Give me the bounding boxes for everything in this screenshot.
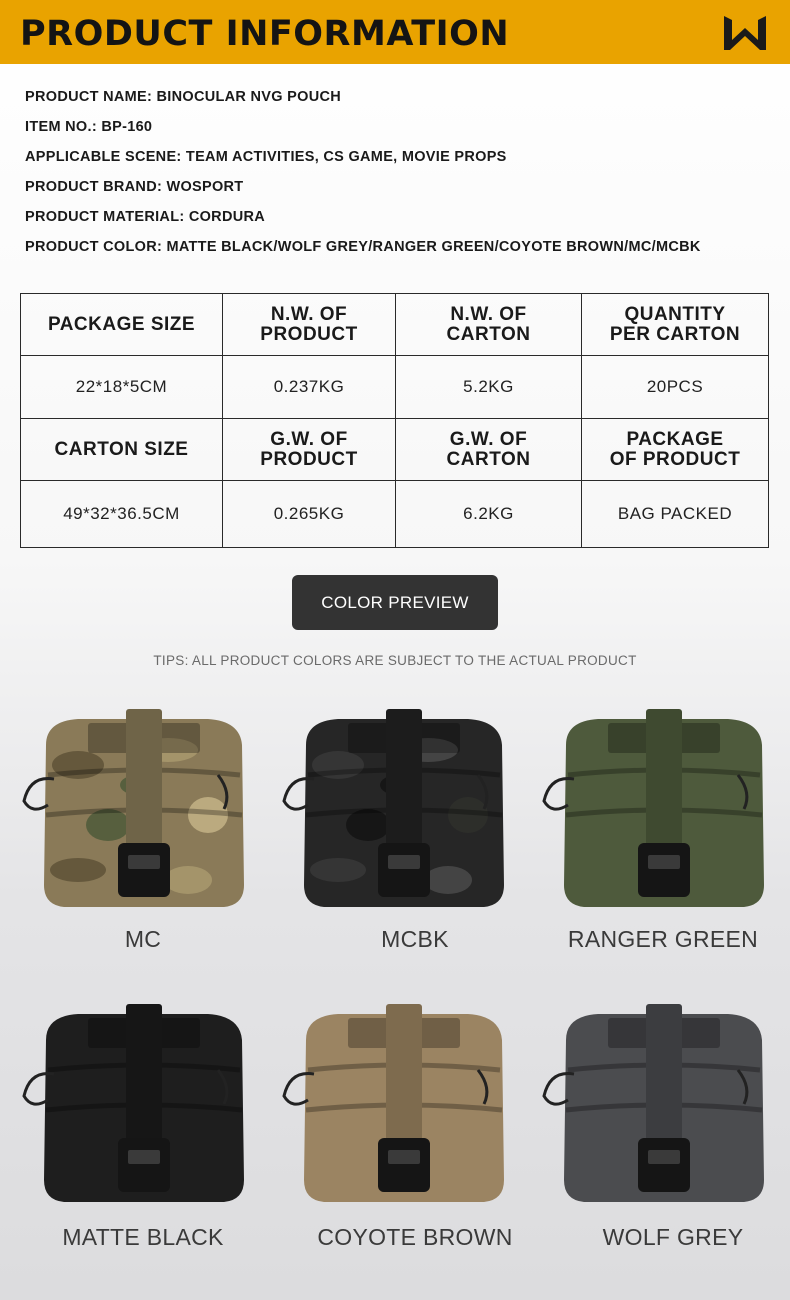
buckle-icon [378, 1138, 430, 1192]
brand-logo-icon [722, 14, 768, 52]
strap [646, 709, 682, 859]
spec-value-row [21, 481, 769, 548]
color-preview-button[interactable]: COLOR PREVIEW [292, 575, 498, 630]
spec-header-gw-product: G.W. OF PRODUCT [223, 419, 396, 481]
info-row-product-name: PRODUCT NAME: BINOCULAR NVG POUCH [25, 89, 342, 105]
buckle-slot [388, 1150, 420, 1164]
product-card-mcbk [278, 705, 528, 945]
buckle-slot [388, 855, 420, 869]
spec-value-package-size: 22*18*5CM [21, 356, 223, 419]
info-row-product-color: PRODUCT COLOR: MATTE BLACK/WOLF GREY/RANGER GREEN/COYOTE BROWN/MC/MCBK [25, 239, 701, 255]
pouch-image [538, 1000, 788, 1210]
strap [386, 709, 422, 859]
camo-patch [310, 858, 366, 882]
color-caption-ranger-green: RANGER GREEN [567, 926, 759, 952]
product-card-coyote-brown [278, 1000, 528, 1240]
spec-header-package: PACKAGE OF PRODUCT [582, 419, 769, 481]
buckle-icon [638, 1138, 690, 1192]
pouch-image [278, 705, 528, 915]
buckle-icon [118, 843, 170, 897]
product-info-list [25, 84, 701, 264]
strap [126, 1004, 162, 1154]
page-title: PRODUCT INFORMATION [20, 14, 510, 54]
color-caption-coyote-brown: COYOTE BROWN [317, 1224, 513, 1250]
color-caption-matte-black: MATTE BLACK [62, 1224, 224, 1250]
camo-patch [424, 866, 472, 894]
buckle-icon [638, 843, 690, 897]
info-row-product-brand: PRODUCT BRAND: WOSPORT [25, 179, 244, 195]
spec-value-nw-carton: 5.2KG [396, 356, 582, 419]
color-caption-mc: MC [124, 926, 162, 952]
info-row-item-no: ITEM NO.: BP-160 [25, 119, 153, 135]
spec-value-gw-product: 0.265KG [223, 481, 396, 548]
spec-value-gw-carton: 6.2KG [396, 481, 582, 548]
product-card-mc [18, 705, 268, 945]
strap [646, 1004, 682, 1154]
tips-text: TIPS: ALL PRODUCT COLORS ARE SUBJECT TO THE ACTUAL PRODUCT [153, 653, 637, 668]
pouch-image [18, 705, 268, 915]
spec-header-quantity: QUANTITY PER CARTON [582, 294, 769, 356]
spec-value-row [21, 356, 769, 419]
camo-patch [164, 866, 212, 894]
product-card-ranger-green [538, 705, 788, 945]
spec-header-gw-carton: G.W. OF CARTON [396, 419, 582, 481]
spec-value-carton-size: 49*32*36.5CM [21, 481, 223, 548]
spec-value-quantity: 20PCS [582, 356, 769, 419]
product-card-wolf-grey [538, 1000, 788, 1240]
strap [386, 1004, 422, 1154]
spec-header-row [21, 419, 769, 481]
spec-header-carton-size: CARTON SIZE [21, 419, 223, 481]
buckle-slot [128, 1150, 160, 1164]
info-row-product-material: PRODUCT MATERIAL: CORDURA [25, 209, 266, 225]
buckle-slot [648, 855, 680, 869]
strap [126, 709, 162, 859]
color-caption-wolf-grey: WOLF GREY [602, 1224, 744, 1250]
spec-header-package-size: PACKAGE SIZE [21, 294, 223, 356]
buckle-icon [118, 1138, 170, 1192]
buckle-icon [378, 843, 430, 897]
product-card-matte-black [18, 1000, 268, 1240]
spec-header-nw-carton: N.W. OF CARTON [396, 294, 582, 356]
pouch-image [538, 705, 788, 915]
spec-value-package: BAG PACKED [582, 481, 769, 548]
pouch-image [278, 1000, 528, 1210]
buckle-slot [128, 855, 160, 869]
spec-header-row [21, 294, 769, 356]
info-row-applicable-scene: APPLICABLE SCENE: TEAM ACTIVITIES, CS GAME, MOVIE PROPS [25, 149, 507, 165]
spec-value-nw-product: 0.237KG [223, 356, 396, 419]
spec-table [20, 293, 769, 548]
camo-patch [50, 858, 106, 882]
color-caption-mcbk: MCBK [381, 926, 449, 952]
buckle-slot [648, 1150, 680, 1164]
spec-header-nw-product: N.W. OF PRODUCT [223, 294, 396, 356]
header-banner [0, 0, 790, 64]
pouch-image [18, 1000, 268, 1210]
